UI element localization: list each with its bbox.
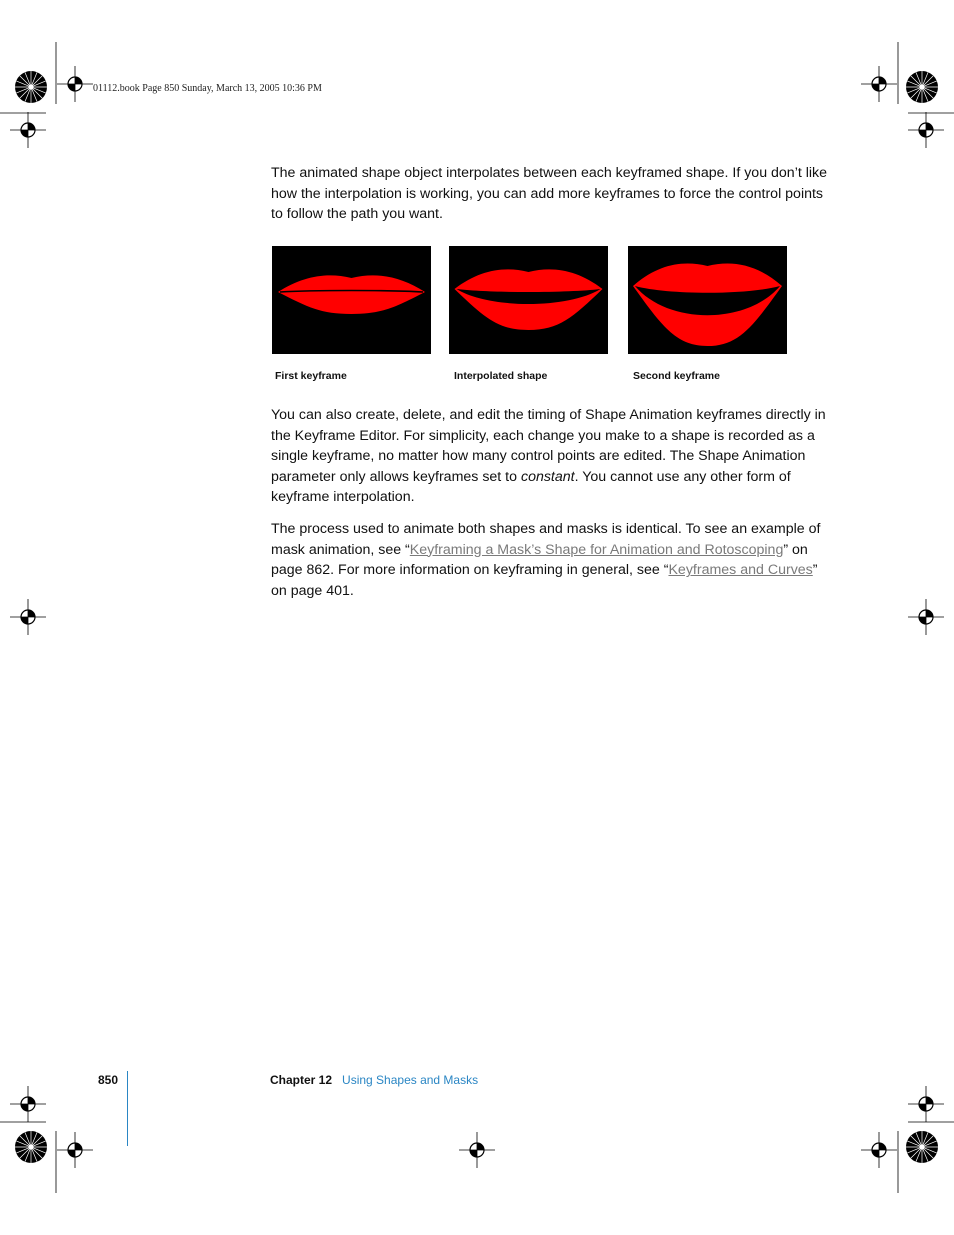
para2-emphasis: constant bbox=[520, 468, 575, 485]
caption-first-keyframe: First keyframe bbox=[275, 370, 347, 382]
lips-shape-second bbox=[628, 246, 787, 354]
caption-second-keyframe: Second keyframe bbox=[633, 370, 720, 382]
para2-text-b: . You cannot use any other form of keyframe interpolation. bbox=[271, 468, 791, 506]
footer-divider bbox=[127, 1071, 128, 1146]
lips-shape-first bbox=[272, 246, 431, 354]
lips-outline bbox=[278, 275, 425, 314]
footer-chapter bbox=[270, 1073, 478, 1087]
paragraph-keyframe-editor bbox=[271, 405, 831, 508]
page-number: 850 bbox=[98, 1073, 119, 1087]
print-slug: 01112.book Page 850 Sunday, March 13, 2005 10:36 PM bbox=[93, 83, 322, 94]
link-keyframing-mask-shape[interactable]: Keyframing a Mask’s Shape for Animation and Rotoscoping bbox=[409, 541, 784, 558]
lips-shape-interpolated bbox=[449, 246, 608, 354]
paragraph-interpolation: The animated shape object interpolates between each keyframed shape. If you don’t like how the interpolation is working, you can add more keyframes to force the control points to follow the path you want. bbox=[271, 165, 828, 223]
para3-text-a: The process used to animate both shapes and masks is identical. To see an example of mask animation, see “ bbox=[271, 521, 821, 558]
link-keyframes-and-curves[interactable]: Keyframes and Curves bbox=[668, 562, 813, 579]
figure-second-keyframe bbox=[628, 246, 787, 354]
para3-text-b: ” on page 862. For more information on keyframing in general, see “ bbox=[271, 541, 808, 579]
figure-interpolated-shape bbox=[449, 246, 608, 354]
paragraph-masks bbox=[271, 519, 831, 601]
chapter-label: Chapter 12 bbox=[270, 1073, 333, 1087]
chapter-title[interactable]: Using Shapes and Masks bbox=[342, 1073, 479, 1087]
caption-interpolated-shape: Interpolated shape bbox=[454, 370, 548, 382]
para3-text-c: ” on page 401. bbox=[271, 562, 818, 599]
para2-text-a: You can also create, delete, and edit the timing of Shape Animation keyframes directly in the Keyframe Editor. For simplicity, each change you make to a shape is recorded as a single keyframe, no matter how many control points are edited. The Shape Animation parameter only allows keyframes set to bbox=[271, 407, 826, 485]
figure-first-keyframe bbox=[272, 246, 431, 354]
